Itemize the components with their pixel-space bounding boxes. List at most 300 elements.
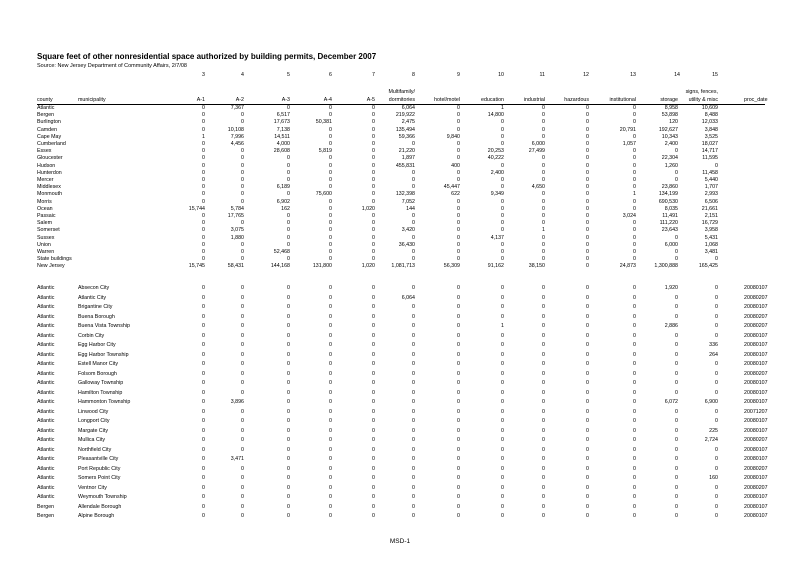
proc-date: 20080207 xyxy=(744,437,768,443)
muni-value: 0 xyxy=(501,418,504,424)
county-value: 0 xyxy=(542,220,545,227)
muni-value: 0 xyxy=(501,494,504,500)
muni-value: 0 xyxy=(372,446,375,453)
muni-county: Atlantic xyxy=(37,427,55,434)
muni-value: 0 xyxy=(586,437,589,443)
county-value: 0 xyxy=(542,249,545,255)
county-value: 0 xyxy=(372,155,375,162)
header-col: A-1 xyxy=(196,97,205,103)
muni-value: 0 xyxy=(457,446,460,453)
muni-value: 0 xyxy=(329,332,332,339)
muni-county: Atlantic xyxy=(37,342,55,348)
muni-value: 0 xyxy=(715,332,718,339)
county-value: 134,199 xyxy=(658,191,678,198)
muni-value: 0 xyxy=(412,513,415,519)
column-number: 9 xyxy=(457,72,460,78)
county-value: 0 xyxy=(586,177,589,183)
muni-value: 0 xyxy=(372,332,375,339)
muni-value: 0 xyxy=(715,446,718,453)
muni-value: 0 xyxy=(372,503,375,510)
county-value: 0 xyxy=(542,213,545,219)
muni-value: 0 xyxy=(675,418,678,424)
muni-value: 0 xyxy=(329,513,332,519)
county-value: 400 xyxy=(451,162,460,169)
county-value: 0 xyxy=(372,112,375,119)
muni-value: 0 xyxy=(675,370,678,377)
proc-date: 20080107 xyxy=(744,446,768,453)
county-value: 23,860 xyxy=(661,184,678,191)
muni-value: 0 xyxy=(372,437,375,443)
muni-value: 0 xyxy=(457,456,460,462)
proc-date: 20080207 xyxy=(744,465,768,472)
county-value: 10,108 xyxy=(227,126,244,133)
muni-value: 0 xyxy=(241,389,244,396)
muni-value: 0 xyxy=(202,456,205,462)
muni-value: 0 xyxy=(457,513,460,519)
county-value: 11,595 xyxy=(702,155,718,162)
county-value: 0 xyxy=(501,177,504,183)
muni-value: 0 xyxy=(329,465,332,472)
county-value: 0 xyxy=(633,105,636,111)
muni-value: 0 xyxy=(715,456,718,462)
county-name: Bergen xyxy=(37,112,55,119)
muni-value: 0 xyxy=(633,456,636,462)
county-value: 0 xyxy=(202,191,205,198)
muni-value: 0 xyxy=(202,370,205,377)
county-value: 0 xyxy=(586,198,589,205)
muni-value: 0 xyxy=(715,361,718,367)
county-value: 0 xyxy=(241,241,244,248)
muni-value: 0 xyxy=(457,370,460,377)
county-value: 0 xyxy=(586,249,589,255)
county-value: 0 xyxy=(675,177,678,183)
county-value: 0 xyxy=(586,141,589,147)
county-value: 0 xyxy=(202,126,205,133)
column-number: 15 xyxy=(712,72,718,78)
muni-value: 0 xyxy=(329,389,332,396)
county-value: 0 xyxy=(241,256,244,263)
muni-value: 0 xyxy=(372,456,375,462)
county-value: 0 xyxy=(412,256,415,263)
muni-value: 0 xyxy=(501,342,504,348)
county-name: Cumberland xyxy=(37,141,66,147)
muni-value: 0 xyxy=(329,294,332,301)
county-value: 0 xyxy=(501,133,504,140)
municipality-name: Buena Vista Township xyxy=(78,323,130,329)
muni-value: 0 xyxy=(542,427,545,434)
muni-value: 0 xyxy=(586,389,589,396)
muni-value: 0 xyxy=(241,304,244,310)
muni-value: 0 xyxy=(287,361,290,367)
county-value: 2,400 xyxy=(664,141,678,147)
county-value: 0 xyxy=(202,155,205,162)
muni-value: 0 xyxy=(287,513,290,519)
proc-date: 20080107 xyxy=(744,456,768,462)
county-name: Camden xyxy=(37,126,58,133)
county-value: 5,819 xyxy=(318,148,332,155)
county-value: 7,996 xyxy=(230,133,244,140)
county-value: 0 xyxy=(633,177,636,183)
muni-value: 0 xyxy=(372,361,375,367)
muni-value: 0 xyxy=(675,456,678,462)
muni-county: Atlantic xyxy=(37,332,55,339)
total-value: 1,020 xyxy=(361,263,375,270)
muni-value: 6,900 xyxy=(704,399,718,405)
proc-date: 20080107 xyxy=(744,342,768,348)
muni-value: 0 xyxy=(287,342,290,348)
muni-value: 0 xyxy=(412,503,415,510)
municipality-row xyxy=(0,303,800,311)
proc-date: 20080107 xyxy=(744,380,768,386)
county-value: 0 xyxy=(675,148,678,155)
muni-value: 0 xyxy=(586,313,589,320)
county-value: 0 xyxy=(202,162,205,169)
muni-value: 0 xyxy=(542,380,545,386)
county-value: 0 xyxy=(412,249,415,255)
county-value: 6,000 xyxy=(664,241,678,248)
total-value: 24,873 xyxy=(619,263,636,270)
county-value: 75,600 xyxy=(315,191,332,198)
county-value: 0 xyxy=(329,227,332,234)
muni-value: 0 xyxy=(715,323,718,329)
total-value: 1,081,713 xyxy=(391,263,415,270)
header-col: hotel/motel xyxy=(434,97,460,103)
county-value: 0 xyxy=(586,213,589,219)
county-value: 28,608 xyxy=(273,148,290,155)
total-value: 56,309 xyxy=(443,263,460,270)
municipality-name: Weymouth Township xyxy=(78,494,127,500)
column-number: 13 xyxy=(630,72,636,78)
county-value: 0 xyxy=(586,119,589,126)
muni-county: Atlantic xyxy=(37,294,55,301)
county-value: 3,848 xyxy=(704,126,718,133)
county-value: 11,491 xyxy=(662,213,678,219)
muni-value: 0 xyxy=(542,361,545,367)
muni-value: 0 xyxy=(412,446,415,453)
proc-date: 20080107 xyxy=(744,418,768,424)
county-value: 0 xyxy=(202,256,205,263)
muni-value: 0 xyxy=(586,380,589,386)
muni-county: Atlantic xyxy=(37,399,55,405)
muni-value: 0 xyxy=(329,408,332,415)
header-col: A-4 xyxy=(323,97,332,103)
county-value: 0 xyxy=(241,184,244,191)
muni-value: 0 xyxy=(372,313,375,320)
county-value: 0 xyxy=(633,133,636,140)
county-value: 0 xyxy=(586,220,589,227)
muni-value: 0 xyxy=(586,294,589,301)
county-value: 0 xyxy=(412,220,415,227)
muni-value: 0 xyxy=(412,418,415,424)
muni-value: 0 xyxy=(715,494,718,500)
county-value: 0 xyxy=(287,169,290,176)
county-value: 15,744 xyxy=(188,205,205,212)
proc-date: 20080107 xyxy=(744,503,768,510)
county-value: 16,729 xyxy=(701,220,718,227)
county-name: Ocean xyxy=(37,205,53,212)
muni-county: Atlantic xyxy=(37,361,55,367)
municipality-row xyxy=(0,322,800,330)
muni-value: 0 xyxy=(542,304,545,310)
header-col: A-3 xyxy=(281,97,290,103)
county-value: 0 xyxy=(202,213,205,219)
muni-value: 0 xyxy=(501,456,504,462)
muni-value: 0 xyxy=(501,361,504,367)
county-value: 0 xyxy=(675,256,678,263)
county-value: 9,840 xyxy=(446,133,460,140)
county-value: 0 xyxy=(372,220,375,227)
muni-county: Atlantic xyxy=(37,437,55,443)
muni-value: 0 xyxy=(633,465,636,472)
county-value: 0 xyxy=(372,105,375,111)
muni-value: 0 xyxy=(202,380,205,386)
muni-value: 160 xyxy=(709,475,718,481)
county-value: 0 xyxy=(287,105,290,111)
muni-value: 0 xyxy=(586,332,589,339)
county-value: 0 xyxy=(202,198,205,205)
muni-value: 0 xyxy=(287,408,290,415)
county-value: 1,057 xyxy=(622,141,636,147)
municipality-row xyxy=(0,446,800,454)
muni-county: Atlantic xyxy=(37,484,55,491)
header-col: industrial xyxy=(523,97,545,103)
muni-value: 0 xyxy=(715,465,718,472)
municipality-row xyxy=(0,294,800,302)
county-value: 4,137 xyxy=(490,234,504,241)
county-value: 0 xyxy=(202,220,205,227)
county-value: 1,068 xyxy=(704,241,718,248)
county-value: 0 xyxy=(542,169,545,176)
muni-county: Atlantic xyxy=(37,465,55,472)
muni-value: 0 xyxy=(586,361,589,367)
municipality-name: Margate City xyxy=(78,427,109,434)
county-value: 0 xyxy=(542,256,545,263)
total-value: 58,431 xyxy=(227,263,244,270)
muni-value: 0 xyxy=(412,456,415,462)
muni-value: 0 xyxy=(715,389,718,396)
municipality-name: Egg Harbor City xyxy=(78,342,116,348)
muni-value: 0 xyxy=(329,484,332,491)
muni-value: 0 xyxy=(675,408,678,415)
county-value: 0 xyxy=(542,234,545,241)
municipality-name: Galloway Township xyxy=(78,380,124,386)
county-value: 1,880 xyxy=(230,234,244,241)
county-value: 7,138 xyxy=(276,126,290,133)
county-value: 0 xyxy=(329,105,332,111)
muni-value: 0 xyxy=(501,285,504,291)
county-value: 4,650 xyxy=(531,184,545,191)
muni-value: 336 xyxy=(709,342,718,348)
county-value: 12,033 xyxy=(701,119,718,126)
muni-value: 0 xyxy=(715,285,718,291)
muni-value: 0 xyxy=(457,294,460,301)
muni-value: 0 xyxy=(501,503,504,510)
county-value: 0 xyxy=(501,256,504,263)
muni-value: 0 xyxy=(372,304,375,310)
muni-value: 0 xyxy=(501,380,504,386)
county-value: 2,400 xyxy=(490,169,504,176)
muni-value: 264 xyxy=(709,351,718,358)
proc-date: 20080207 xyxy=(744,484,768,491)
muni-value: 0 xyxy=(457,484,460,491)
muni-value: 0 xyxy=(241,437,244,443)
county-value: 0 xyxy=(586,227,589,234)
county-value: 36,430 xyxy=(398,241,415,248)
county-value: 0 xyxy=(241,249,244,255)
county-name: Salem xyxy=(37,220,53,227)
muni-value: 0 xyxy=(633,475,636,481)
county-value: 0 xyxy=(542,105,545,111)
muni-value: 0 xyxy=(287,370,290,377)
muni-value: 0 xyxy=(457,342,460,348)
muni-value: 0 xyxy=(241,427,244,434)
muni-value: 0 xyxy=(241,294,244,301)
report-source: Source: New Jersey Department of Community Affairs, 2/7/08 xyxy=(37,63,187,69)
muni-value: 0 xyxy=(412,399,415,405)
municipality-row xyxy=(0,455,800,463)
county-value: 0 xyxy=(501,220,504,227)
muni-value: 0 xyxy=(372,484,375,491)
county-name: Passaic xyxy=(37,213,56,219)
muni-value: 0 xyxy=(241,465,244,472)
muni-value: 0 xyxy=(675,361,678,367)
municipality-name: Hamilton Township xyxy=(78,389,123,396)
muni-value: 0 xyxy=(501,484,504,491)
county-value: 0 xyxy=(241,119,244,126)
muni-value: 0 xyxy=(241,475,244,481)
county-value: 0 xyxy=(586,241,589,248)
county-value: 0 xyxy=(372,256,375,263)
page-footer: MSD-1 xyxy=(389,538,411,545)
county-value: 0 xyxy=(372,227,375,234)
muni-value: 0 xyxy=(675,389,678,396)
county-value: 2,151 xyxy=(704,213,718,219)
muni-value: 0 xyxy=(372,399,375,405)
county-value: 0 xyxy=(202,148,205,155)
proc-date: 20080107 xyxy=(744,427,768,434)
muni-value: 0 xyxy=(329,323,332,329)
muni-value: 0 xyxy=(202,427,205,434)
municipality-row xyxy=(0,351,800,359)
muni-value: 0 xyxy=(372,351,375,358)
muni-value: 0 xyxy=(675,484,678,491)
municipality-name: Linwood City xyxy=(78,408,109,415)
county-value: 10,609 xyxy=(701,105,718,111)
county-value: 0 xyxy=(457,177,460,183)
muni-value: 0 xyxy=(412,370,415,377)
muni-value: 0 xyxy=(501,304,504,310)
muni-value: 0 xyxy=(542,313,545,320)
county-value: 0 xyxy=(501,126,504,133)
header-col: storage xyxy=(660,97,678,103)
muni-value: 0 xyxy=(412,437,415,443)
municipality-row xyxy=(0,389,800,397)
muni-value: 0 xyxy=(457,418,460,424)
county-value: 111,220 xyxy=(659,220,678,227)
muni-value: 0 xyxy=(241,361,244,367)
county-value: 0 xyxy=(633,155,636,162)
county-value: 1,897 xyxy=(401,155,415,162)
county-value: 0 xyxy=(202,227,205,234)
muni-value: 0 xyxy=(675,351,678,358)
muni-value: 0 xyxy=(501,389,504,396)
muni-value: 0 xyxy=(372,285,375,291)
muni-value: 0 xyxy=(586,408,589,415)
county-value: 6,506 xyxy=(704,198,718,205)
muni-value: 0 xyxy=(457,389,460,396)
municipality-name: Brigantine City xyxy=(78,304,113,310)
muni-value: 0 xyxy=(542,294,545,301)
muni-value: 0 xyxy=(372,380,375,386)
muni-value: 0 xyxy=(202,323,205,329)
muni-value: 0 xyxy=(457,313,460,320)
muni-value: 0 xyxy=(412,332,415,339)
county-value: 0 xyxy=(586,191,589,198)
column-number: 12 xyxy=(583,72,589,78)
muni-value: 0 xyxy=(329,399,332,405)
county-value: 0 xyxy=(457,205,460,212)
muni-value: 0 xyxy=(501,437,504,443)
municipality-row xyxy=(0,370,800,378)
county-value: 1 xyxy=(202,133,205,140)
proc-date: 20080207 xyxy=(744,294,768,301)
county-value: 0 xyxy=(372,133,375,140)
muni-value: 0 xyxy=(202,465,205,472)
county-value: 0 xyxy=(633,112,636,119)
county-value: 144 xyxy=(406,205,415,212)
county-value: 0 xyxy=(715,162,718,169)
muni-value: 0 xyxy=(675,494,678,500)
municipality-name: Atlantic City xyxy=(78,294,106,301)
municipality-row xyxy=(0,503,800,511)
muni-value: 0 xyxy=(287,351,290,358)
county-value: 14,511 xyxy=(274,133,290,140)
county-value: 0 xyxy=(457,105,460,111)
county-value: 455,831 xyxy=(395,162,415,169)
muni-value: 0 xyxy=(372,475,375,481)
county-value: 10,343 xyxy=(661,133,678,140)
muni-value: 0 xyxy=(241,380,244,386)
county-value: 0 xyxy=(586,148,589,155)
municipality-row xyxy=(0,398,800,406)
muni-value: 0 xyxy=(542,285,545,291)
municipality-row xyxy=(0,465,800,473)
county-value: 0 xyxy=(501,213,504,219)
county-value: 0 xyxy=(287,191,290,198)
muni-value: 0 xyxy=(329,427,332,434)
muni-value: 0 xyxy=(372,494,375,500)
county-value: 0 xyxy=(501,198,504,205)
muni-value: 0 xyxy=(202,313,205,320)
muni-value: 0 xyxy=(633,342,636,348)
muni-value: 0 xyxy=(542,494,545,500)
muni-value: 0 xyxy=(287,399,290,405)
column-number: 3 xyxy=(202,72,205,78)
county-value: 0 xyxy=(241,198,244,205)
county-value: 2,993 xyxy=(704,191,718,198)
county-name: Somerset xyxy=(37,227,60,234)
county-value: 0 xyxy=(329,249,332,255)
muni-value: 0 xyxy=(675,427,678,434)
municipality-name: Corbin City xyxy=(78,332,105,339)
county-value: 0 xyxy=(501,227,504,234)
header-col: A-5 xyxy=(366,97,375,103)
total-value: 0 xyxy=(586,263,589,270)
muni-value: 0 xyxy=(586,456,589,462)
county-value: 0 xyxy=(241,162,244,169)
muni-value: 0 xyxy=(542,456,545,462)
county-value: 0 xyxy=(633,249,636,255)
